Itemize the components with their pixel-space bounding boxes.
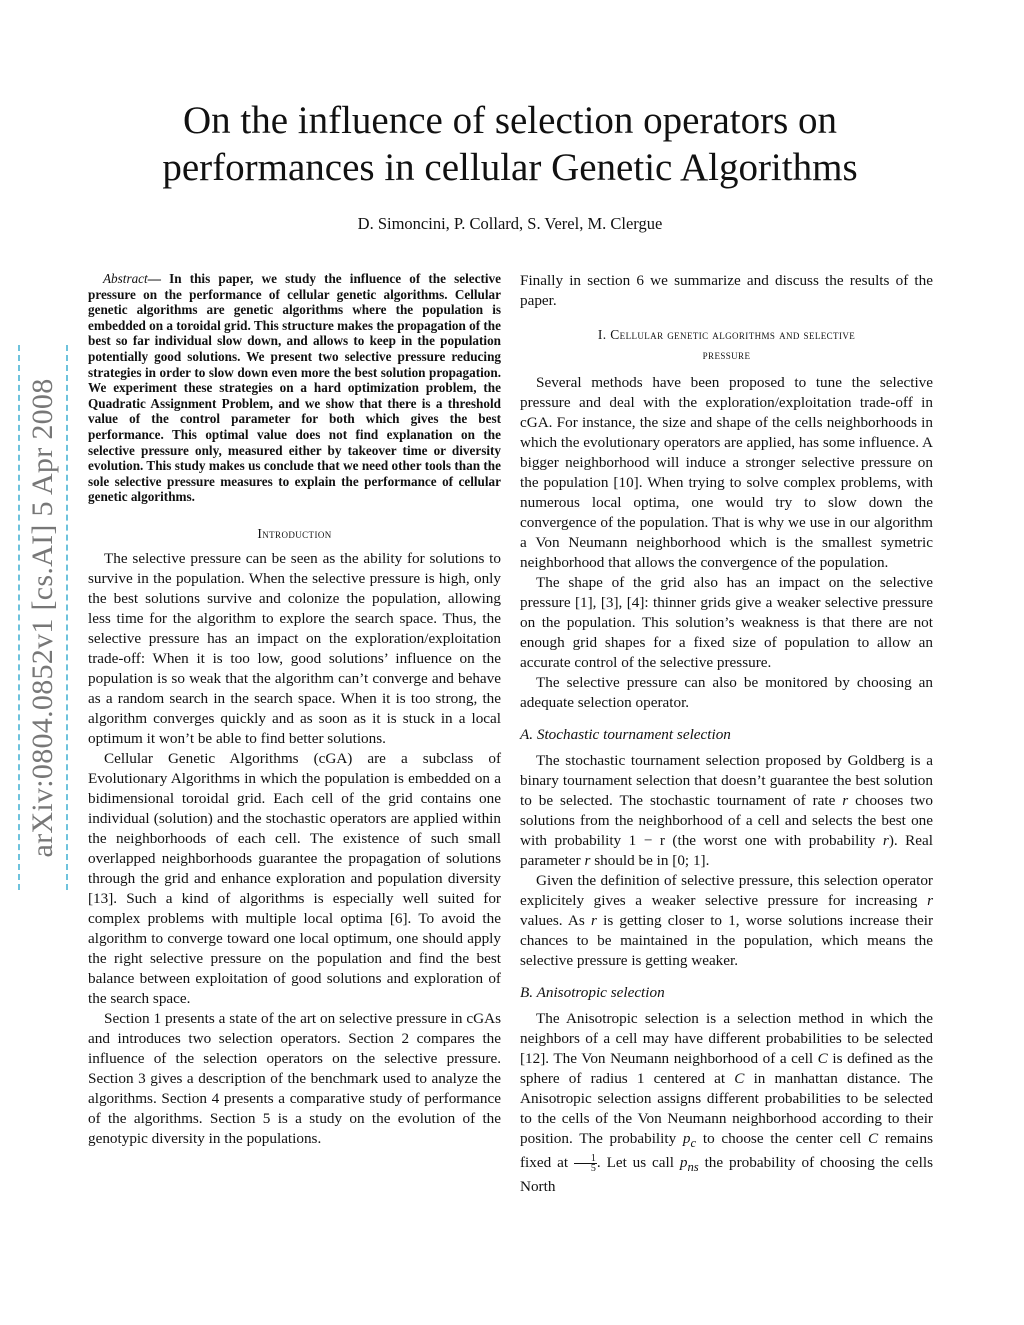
math-C: C bbox=[817, 1050, 828, 1067]
intro-paragraph-1: The selective pressure can be seen as the ability for solutions to survive in the population. When the selective pressure is high, only the best solutions survive and colonize the population, allowing less time for the algorithm to explore the search space. Thus, the selective pressure has an impact on the exploration/exploitation trade-off: When it is too low, good solutions’ influence on the population is so weak that the algorithm can’t converge and behave as a random search in the search space. When it is too strong, the algorithm converges quickly and as soon as it is stuck in a local optimum it won’t be able to find better solutions. bbox=[88, 549, 501, 747]
subsection-a-paragraph-1: The stochastic tournament selection proposed by Goldberg is a binary tournament selection that doesn’t guarantee the best solution to be selected. The stochastic tournament of rate r chooses two solutions from the neighborhood of a cell and selects the best one with probability 1 − r (the worst one with probability r). Real parameter r should be in [0; 1]. bbox=[520, 752, 934, 869]
intro-paragraph-2: Cellular Genetic Algorithms (cGA) are a subclass of Evolutionary Algorithms in which the population is embedded on a bidimensional toroidal grid. Each cell of the grid contains one individual (solution) and the stochastic operators are applied within the neighborhoods of each cell. The existence of such small overlapped neighborhoods guarantee the propagation of solutions through the grid and enhance exploration and population diversity [13]. Such a kind of algorithms is especially well suited for complex problems with multiple local optima [6]. To avoid the algorithm to converge toward one local optimum, one should apply the right selective pressure on the population and find the best balance between exploitation of good solutions and exploration of the search space. bbox=[88, 749, 501, 1007]
section-1-paragraph-3: The selective pressure can also be monitored by choosing an adequate selection operator. bbox=[520, 674, 933, 711]
math-one-minus-r: 1 − r bbox=[628, 832, 665, 849]
section-1-paragraph-2: The shape of the grid also has an impact on the selective pressure [1], [3], [4]: thinner grids give a weaker selective pressure on the population. This solution’s weakness is that there are not enough grid shapes for a fixed size of population to allow an accurate control of the selective pressure. bbox=[520, 574, 933, 671]
fraction-one-fifth: $\frac{1}{5}$ bbox=[574, 1154, 597, 1173]
abstract-label: Abstract bbox=[103, 271, 148, 286]
math-r: r bbox=[927, 892, 933, 909]
subsection-b-heading: B. Anisotropic selection bbox=[520, 984, 665, 1001]
section-1-heading bbox=[520, 325, 933, 365]
right-column bbox=[520, 271, 933, 1197]
intro-paragraph-3: Section 1 presents a state of the art on selective pressure in cGAs and introduces two selection operators. Section 2 compares the influence of the selection operators on the selective pressure. Section 3 gives a description of the benchmark used to analyze the algorithms. Section 4 presents a comparative study of performance of the algorithms. Section 5 is a study on the evolution of the genotypic diversity in the populations. bbox=[88, 1009, 501, 1147]
math-one: 1 bbox=[728, 912, 736, 929]
math-C: C bbox=[734, 1070, 745, 1087]
section-1-heading-line-1: I. Cellular genetic algorithms and selective bbox=[597, 327, 856, 342]
math-r: r bbox=[842, 792, 849, 809]
left-column bbox=[88, 271, 501, 1149]
subsection-b-paragraph-1: The Anisotropic selection is a selection method in which the neighbors of a cell may have different probabilities to be selected [12]. The Von Neumann neighborhood of a cell C is defined as the sphere of radius 1 centered at C in manhattan distance. The Anisotropic selection assigns different probabilities to be selected to the cells of the Von Neumann neighborhood according to their position. The probability $p_c$ to choose the center cell C remains fixed at $\frac{1}{5}$ . Let us call $p_{ns}$ the probability of choosing the cells North bbox=[520, 1010, 934, 1196]
intro-paragraph-4: Finally in section 6 we summarize and discuss the results of the paper. bbox=[520, 272, 933, 309]
math-pns: $p_{ns}$ bbox=[679, 1154, 699, 1175]
math-one: 1 bbox=[636, 1070, 645, 1087]
math-interval: [0; 1] bbox=[672, 852, 706, 869]
math-r: r bbox=[882, 832, 889, 849]
subsection-a-heading: A. Stochastic tournament selection bbox=[520, 726, 731, 743]
section-1-paragraph-1: Several methods have been proposed to tune the selective pressure and deal with the exploration/exploitation trade-off in cGA. For instance, the size and shape of the cells neighborhoods in which the evolutionary operators are applied, has some influence. A bigger neighborhood will induce a stronger selective pressure on the population [10]. When trying to solve complex problems, with numerous local optima, one would try to slow down the convergence of the population. That is why we use in our algorithm a Von Neumann neighborhood which is the smallest symetric neighborhood that allows the convergence of the population. bbox=[520, 374, 933, 571]
abstract bbox=[88, 271, 501, 505]
abstract-text: In this paper, we study the influence of the selective pressure on the performance of cellular genetic algorithms. Cellular genetic algorithms are genetic algorithms where the population is embedded on a toroidal grid. This structure makes the propagation of the best so far individual slow down, and allows to keep in the population potentially good solutions. We present two selective pressure reducing strategies in order to slow down even more the best solution propagation. We experiment these strategies on a hard optimization problem, the Quadratic Assignment Problem, and we show that there is a threshold value of the control parameter for both which gives the best performance. This optimal value does not find explanation on the selective pressure only, measured either by takeover time or diversity evolution. This study makes us conclude that we need other tools than the sole selective pressure measures to explain the performance of cellular genetic algorithms. bbox=[88, 271, 501, 505]
section-1-heading-line-2: pressure bbox=[702, 347, 751, 362]
math-r: r bbox=[591, 912, 597, 929]
arxiv-identifier: arXiv:0804.0852v1 [cs.AI] 5 Apr 2008 bbox=[26, 377, 59, 858]
math-C: C bbox=[868, 1130, 879, 1147]
title-line-2: performances in cellular Genetic Algorithms bbox=[162, 146, 858, 189]
author-list: D. Simoncini, P. Collard, S. Verel, M. Clergue bbox=[357, 214, 663, 233]
title-line-1: On the influence of selection operators on bbox=[182, 99, 838, 142]
math-r: r bbox=[584, 852, 591, 869]
abstract-dash: — bbox=[147, 271, 161, 286]
math-pc: $p_c$ bbox=[682, 1130, 697, 1151]
paper-title bbox=[100, 97, 920, 191]
subsection-a-paragraph-2: Given the definition of selective pressure, this selection operator explicitely gives a weaker selective pressure for increasing r values. As r is getting closer to 1, worse solutions increase their chances to be maintained in the population, which means the selective pressure is getting weaker. bbox=[520, 872, 934, 969]
introduction-heading: Introduction bbox=[257, 525, 332, 541]
arxiv-stamp bbox=[18, 345, 68, 890]
